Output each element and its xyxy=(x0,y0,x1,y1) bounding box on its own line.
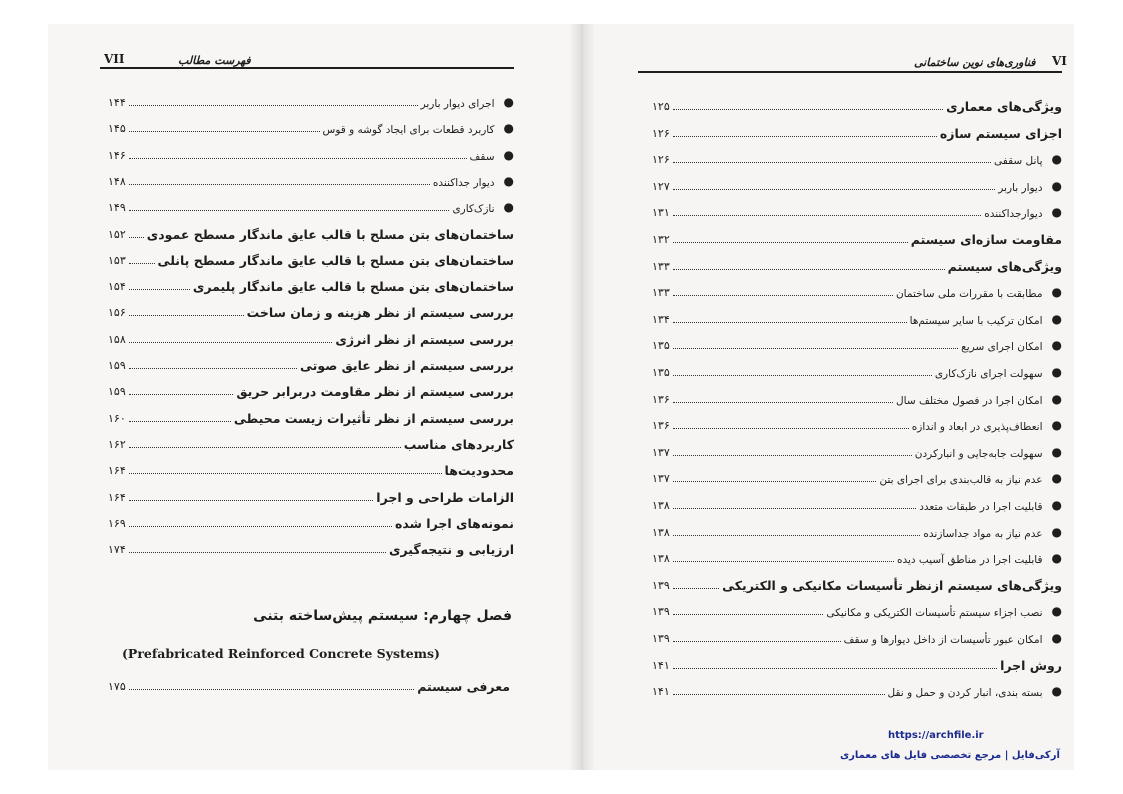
toc-entry[interactable] xyxy=(652,651,1062,675)
toc-entry[interactable] xyxy=(108,114,514,138)
toc-entry[interactable] xyxy=(652,92,1062,116)
toc-entry-text: ویژگی‌های سیستم ازنظر تأسیسات مکانیکی و الکتریکی xyxy=(722,577,1062,593)
leader-dots xyxy=(673,322,907,323)
leader-dots xyxy=(673,641,841,642)
toc-page-number: ۱۷۴ xyxy=(108,543,126,557)
toc-entry-text: دیوار جداکننده xyxy=(432,176,495,189)
toc-entry-text: نمونه‌های اجرا شده xyxy=(395,515,514,531)
toc-entry-text: محدودیت‌ها xyxy=(444,463,514,479)
leader-dots xyxy=(129,552,386,553)
leader-dots xyxy=(673,455,912,456)
toc-page-number: ۱۳۸ xyxy=(652,525,670,539)
toc-entry[interactable] xyxy=(108,220,514,244)
toc-entry[interactable] xyxy=(108,430,514,454)
toc-page-number: ۱۶۲ xyxy=(108,437,126,451)
toc-entry-text: پانل سقفی xyxy=(994,155,1043,168)
toc-entry-text: سقف xyxy=(469,150,495,163)
toc-page-number: ۱۲۵ xyxy=(652,100,670,113)
leader-dots xyxy=(129,689,414,690)
bullet-icon: ● xyxy=(503,147,514,162)
leader-dots xyxy=(129,263,155,264)
bullet-icon: ● xyxy=(1051,391,1062,406)
bullet-icon: ● xyxy=(1051,604,1062,619)
toc-page-number: ۱۳۴ xyxy=(652,312,670,326)
leader-dots xyxy=(673,535,921,536)
leader-dots xyxy=(673,694,885,695)
toc-entry[interactable] xyxy=(652,544,1062,568)
toc-entry-text: مطابقت با مقررات ملی ساختمان xyxy=(895,288,1043,301)
toc-entry-text: سهولت جابه‌جایی و انبارکردن xyxy=(914,447,1043,460)
header-rule-right xyxy=(638,71,1062,73)
toc-page-number: ۱۳۶ xyxy=(652,392,670,406)
leader-dots xyxy=(673,269,945,270)
leader-dots xyxy=(673,348,958,349)
toc-page-number: ۱۳۶ xyxy=(652,419,670,433)
bullet-icon: ● xyxy=(1051,444,1062,459)
bullet-icon: ● xyxy=(503,200,514,215)
toc-entry[interactable] xyxy=(652,358,1062,382)
toc-entry[interactable] xyxy=(108,272,514,296)
leader-dots xyxy=(129,473,442,474)
toc-page-number: ۱۳۹ xyxy=(652,632,670,645)
toc-entry[interactable] xyxy=(652,491,1062,515)
bullet-icon: ● xyxy=(1051,524,1062,539)
toc-page-number: ۱۳۱ xyxy=(652,206,670,220)
toc-page-number: ۱۶۴ xyxy=(108,464,126,478)
bullet-icon: ● xyxy=(1051,205,1062,220)
leader-dots xyxy=(673,375,932,376)
running-header-left: فهرست مطالب xyxy=(178,54,251,67)
leader-dots xyxy=(673,561,894,562)
watermark-url: https://archfile.ir xyxy=(888,730,984,741)
toc-entry[interactable] xyxy=(652,438,1062,462)
page-number-left: VII xyxy=(104,52,125,66)
watermark-brand: آرکی‌فایل | مرجع تخصصی فایل های معماری xyxy=(840,750,1060,761)
leader-dots xyxy=(673,614,824,615)
toc-entry[interactable] xyxy=(652,172,1062,196)
toc-entry-text: بررسی سیستم از نظر مقاومت دربرابر حریق xyxy=(236,384,514,400)
toc-page-number: ۱۳۸ xyxy=(652,552,670,566)
leader-dots xyxy=(129,394,234,395)
toc-entry[interactable] xyxy=(108,246,514,270)
leader-dots xyxy=(129,368,297,369)
toc-entry[interactable] xyxy=(652,385,1062,409)
leader-dots xyxy=(129,421,231,422)
toc-entry-text: ساختمان‌های بتن مسلح با قالب عایق ماندگار مسطح عمودی xyxy=(146,226,514,242)
toc-page-number: ۱۴۶ xyxy=(108,148,126,162)
toc-page-number: ۱۵۶ xyxy=(108,306,126,320)
toc-page-number: ۱۳۷ xyxy=(652,445,670,459)
toc-entry-text: امکان اجرا در فصول مختلف سال xyxy=(895,394,1043,407)
toc-page-number: ۱۳۵ xyxy=(652,339,670,353)
book-gutter xyxy=(570,24,594,770)
chapter-title: فصل چهارم: سیستم پیش‌ساخته بتنی xyxy=(253,608,512,624)
leader-dots xyxy=(129,500,374,501)
toc-entry[interactable] xyxy=(652,252,1062,276)
leader-dots xyxy=(673,481,877,482)
toc-entry-text: بررسی سیستم از نظر انرژی xyxy=(335,331,514,347)
leader-dots xyxy=(129,237,144,238)
toc-page-number: ۱۴۵ xyxy=(108,122,126,136)
toc-entry-text: ساختمان‌های بتن مسلح با قالب عایق ماندگار مسطح پانلی xyxy=(157,252,514,268)
toc-entry[interactable] xyxy=(108,404,514,428)
leader-dots xyxy=(129,447,401,448)
toc-page-number: ۱۷۵ xyxy=(108,680,126,693)
toc-entry[interactable] xyxy=(108,193,514,217)
leader-dots xyxy=(129,315,244,316)
toc-entry-text: قابلیت اجرا در طبقات متعدد xyxy=(919,501,1043,513)
bullet-icon: ● xyxy=(1051,498,1062,512)
leader-dots xyxy=(129,342,333,343)
toc-entry-text: بررسی سیستم از نظر هزینه و زمان ساخت xyxy=(246,305,514,321)
toc-page-number: ۱۴۱ xyxy=(652,658,670,672)
toc-entry-text: بررسی سیستم از نظر عایق صوتی xyxy=(300,358,514,373)
toc-entry-text: امکان عبور تأسیسات از داخل دیوارها و سقف xyxy=(843,634,1043,646)
leader-dots xyxy=(129,184,430,185)
toc-entry-final[interactable] xyxy=(108,672,510,696)
toc-entry-text: ارزیابی و نتیجه‌گیری xyxy=(389,542,514,558)
leader-dots xyxy=(673,588,719,589)
toc-page-number: ۱۲۶ xyxy=(652,126,670,140)
toc-entry[interactable] xyxy=(108,325,514,349)
bullet-icon: ● xyxy=(1051,311,1062,326)
leader-dots xyxy=(673,215,982,216)
toc-entry-text: نازک‌کاری xyxy=(452,203,495,216)
leader-dots xyxy=(673,189,996,190)
bullet-icon: ● xyxy=(1051,152,1062,167)
toc-entry[interactable] xyxy=(108,88,514,112)
toc-entry-text: سهولت اجرای نازک‌کاری xyxy=(934,368,1043,380)
toc-page-number: ۱۳۵ xyxy=(652,366,670,379)
leader-dots xyxy=(129,289,190,290)
toc-entry-text: دیوارجداکننده xyxy=(984,208,1043,221)
leader-dots xyxy=(673,136,937,137)
toc-page-number: ۱۵۴ xyxy=(108,280,126,294)
toc-page-number: ۱۳۲ xyxy=(652,233,670,246)
chapter-english-title: (Prefabricated Reinforced Concrete Systems) xyxy=(122,646,440,661)
leader-dots xyxy=(129,105,418,106)
toc-entry[interactable] xyxy=(108,141,514,165)
toc-entry[interactable] xyxy=(108,456,514,480)
leader-dots xyxy=(673,668,997,669)
page-number-right: VI xyxy=(1052,54,1067,68)
toc-entry-text: ویژگی‌های معماری xyxy=(946,99,1062,114)
bullet-icon: ● xyxy=(503,95,514,109)
toc-page-number: ۱۳۹ xyxy=(652,578,670,592)
toc-page-number: ۱۵۹ xyxy=(108,385,126,399)
toc-entry-text: ساختمان‌های بتن مسلح با قالب عایق ماندگار پلیمری xyxy=(192,279,514,295)
toc-entry-text: امکان اجرای سریع xyxy=(961,341,1043,354)
toc-entry[interactable] xyxy=(652,119,1062,143)
toc-entry-text: نصب اجزاء سیستم تأسیسات الکتریکی و مکانیکی xyxy=(826,607,1043,620)
toc-entry[interactable] xyxy=(652,145,1062,169)
toc-page-number: ۱۴۹ xyxy=(108,201,126,215)
leader-dots xyxy=(673,242,908,243)
leader-dots xyxy=(129,526,392,527)
running-header-right: فناوری‌های نوین ساختمانی xyxy=(914,56,1036,69)
toc-entry-text: عدم نیاز به قالب‌بندی برای اجرای بتن xyxy=(879,474,1043,487)
bullet-icon: ● xyxy=(503,173,514,188)
toc-entry-text: کاربردهای مناسب xyxy=(403,436,514,452)
toc-page-number: ۱۳۳ xyxy=(652,259,670,273)
toc-page-number: ۱۴۸ xyxy=(108,174,126,188)
left-page xyxy=(48,24,582,770)
toc-page-number: ۱۲۶ xyxy=(652,153,670,167)
toc-page-number: ۱۵۹ xyxy=(108,359,126,372)
toc-page-number: ۱۴۱ xyxy=(652,685,670,699)
toc-entry[interactable] xyxy=(652,411,1062,435)
toc-entry[interactable] xyxy=(108,298,514,322)
toc-entry-text: ویژگی‌های سیستم xyxy=(947,258,1062,274)
toc-entry[interactable] xyxy=(652,198,1062,222)
toc-entry-text: مقاومت سازه‌ای سیستم xyxy=(910,232,1062,247)
toc-entry-text: معرفی سیستم xyxy=(417,679,510,694)
toc-page-number: ۱۵۸ xyxy=(108,332,126,346)
toc-entry[interactable] xyxy=(652,571,1062,595)
toc-entry[interactable] xyxy=(652,305,1062,329)
bullet-icon: ● xyxy=(1051,551,1062,566)
leader-dots xyxy=(673,428,909,429)
toc-page-number: ۱۳۹ xyxy=(652,605,670,619)
leader-dots xyxy=(129,158,467,159)
toc-entry[interactable] xyxy=(108,351,514,375)
toc-page-number: ۱۳۸ xyxy=(652,499,670,512)
leader-dots xyxy=(673,295,893,296)
toc-page-number: ۱۳۳ xyxy=(652,286,670,300)
toc-entry[interactable] xyxy=(108,167,514,191)
book-spread xyxy=(48,24,1074,770)
toc-entry[interactable] xyxy=(652,225,1062,249)
toc-entry-text: قابلیت اجرا در مناطق آسیب دیده xyxy=(896,554,1043,567)
bullet-icon: ● xyxy=(503,121,514,136)
toc-entry-text: روش اجرا xyxy=(1000,657,1062,673)
toc-page-number: ۱۲۷ xyxy=(652,179,670,193)
toc-entry-text: بررسی سیستم از نظر تأثیرات زیست محیطی xyxy=(233,410,514,426)
toc-entry-text: امکان ترکیب با سایر سیستم‌ها xyxy=(909,314,1043,327)
toc-page-number: ۱۴۴ xyxy=(108,96,126,109)
leader-dots xyxy=(673,109,943,110)
bullet-icon: ● xyxy=(1051,365,1062,379)
toc-entry[interactable] xyxy=(108,483,514,507)
toc-entry-text: الزامات طراحی و اجرا xyxy=(376,489,514,505)
bullet-icon: ● xyxy=(1051,418,1062,433)
toc-entry-text: اجزای سیستم سازه xyxy=(939,125,1062,141)
toc-entry[interactable] xyxy=(652,278,1062,302)
toc-entry[interactable] xyxy=(652,464,1062,488)
toc-entry[interactable] xyxy=(652,677,1062,701)
toc-entry[interactable] xyxy=(108,377,514,401)
toc-entry[interactable] xyxy=(652,597,1062,621)
leader-dots xyxy=(673,162,991,163)
bullet-icon: ● xyxy=(1051,338,1062,353)
bullet-icon: ● xyxy=(1051,178,1062,193)
toc-entry[interactable] xyxy=(652,331,1062,355)
leader-dots xyxy=(673,508,917,509)
toc-page-number: ۱۶۴ xyxy=(108,490,126,504)
toc-entry[interactable] xyxy=(108,535,514,559)
toc-page-number: ۱۳۷ xyxy=(652,472,670,486)
toc-entry-text: کاربرد قطعات برای ایجاد گوشه و قوس xyxy=(322,124,495,137)
right-page xyxy=(582,24,1074,770)
leader-dots xyxy=(129,131,320,132)
bullet-icon: ● xyxy=(1051,684,1062,699)
toc-entry[interactable] xyxy=(108,509,514,533)
bullet-icon: ● xyxy=(1051,471,1062,486)
bullet-icon: ● xyxy=(1051,631,1062,645)
toc-page-number: ۱۵۳ xyxy=(108,253,126,267)
toc-page-number: ۱۶۰ xyxy=(108,411,126,425)
leader-dots xyxy=(129,210,450,211)
toc-page-number: ۱۵۲ xyxy=(108,227,126,241)
toc-entry-text: بسته بندی، انبار کردن و حمل و نقل xyxy=(887,687,1043,700)
leader-dots xyxy=(673,402,893,403)
toc-entry[interactable] xyxy=(652,624,1062,648)
toc-entry-text: دیوار باربر xyxy=(998,181,1043,194)
toc-entry-text: اجرای دیوار باربر xyxy=(420,98,495,110)
header-rule-left xyxy=(100,67,514,69)
toc-entry[interactable] xyxy=(652,518,1062,542)
toc-entry-text: عدم نیاز به مواد جداسازنده xyxy=(923,527,1043,540)
bullet-icon: ● xyxy=(1051,285,1062,300)
toc-entry-text: انعطاف‌پذیری در ابعاد و اندازه xyxy=(911,421,1043,434)
toc-page-number: ۱۶۹ xyxy=(108,516,126,530)
